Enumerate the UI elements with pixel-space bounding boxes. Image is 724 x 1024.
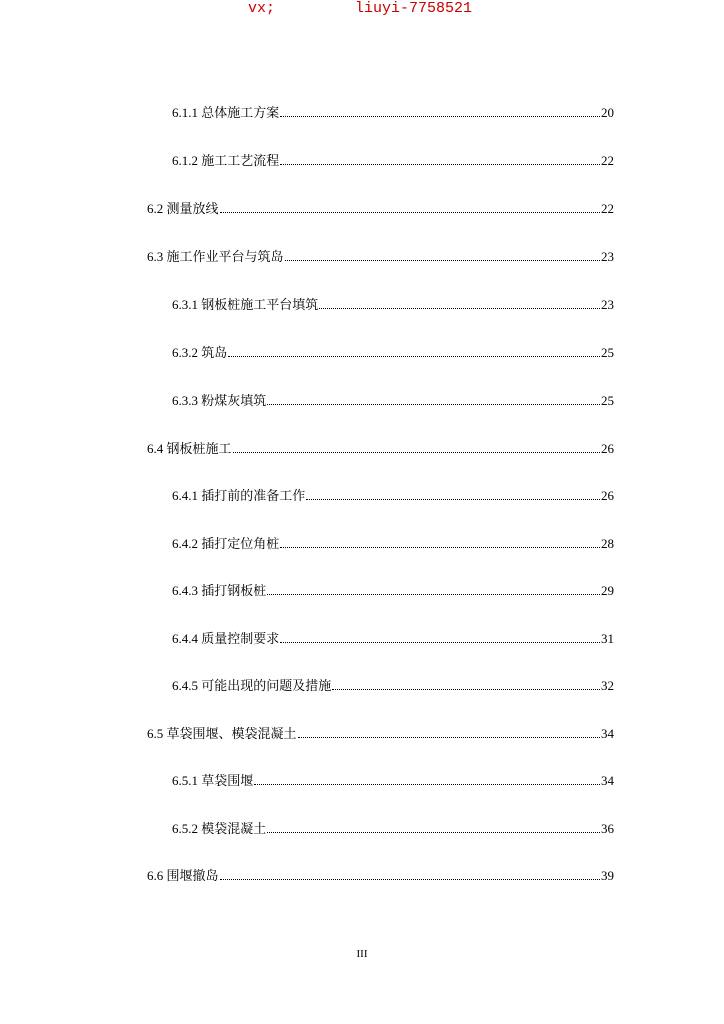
toc-entry[interactable] bbox=[172, 151, 614, 171]
toc-entry[interactable] bbox=[172, 343, 614, 363]
toc-entry[interactable] bbox=[147, 724, 614, 744]
toc-entry[interactable] bbox=[172, 391, 614, 411]
toc-entry[interactable] bbox=[172, 629, 614, 649]
toc-entry-label: 6.5.1 草袋围堰 bbox=[172, 773, 254, 788]
toc-entry-label: 6.4.2 插打定位角桩 bbox=[172, 536, 280, 551]
toc-entry-label: 6.3 施工作业平台与筑岛 bbox=[147, 249, 284, 264]
toc-entry-label: 6.2 测量放线 bbox=[147, 201, 219, 216]
toc-dot-leader bbox=[233, 451, 600, 453]
toc-dot-leader bbox=[332, 688, 600, 690]
toc-entry[interactable] bbox=[172, 486, 614, 506]
toc-entry[interactable] bbox=[172, 676, 614, 696]
toc-entry-page: 36 bbox=[601, 821, 614, 836]
toc-entry-page: 28 bbox=[601, 536, 614, 551]
toc-entry-page: 26 bbox=[601, 488, 614, 503]
toc-dot-leader bbox=[298, 736, 600, 738]
page-number: III bbox=[356, 948, 368, 960]
toc-entry-page: 25 bbox=[601, 393, 614, 408]
toc-entry[interactable] bbox=[147, 866, 614, 886]
toc-entry-label: 6.5.2 模袋混凝土 bbox=[172, 821, 267, 836]
toc-entry-page: 22 bbox=[601, 201, 614, 216]
toc-entry[interactable] bbox=[172, 534, 614, 554]
toc-entry-label: 6.1.2 施工工艺流程 bbox=[172, 153, 280, 168]
toc-entry[interactable] bbox=[172, 771, 614, 791]
toc-entry-label: 6.4.5 可能出现的问题及措施 bbox=[172, 678, 332, 693]
toc-entry-page: 22 bbox=[601, 153, 614, 168]
toc-entry-page: 23 bbox=[601, 297, 614, 312]
toc-entry-label: 6.4.3 插打钢板桩 bbox=[172, 583, 267, 598]
toc-entry[interactable] bbox=[172, 103, 614, 123]
toc-entry[interactable] bbox=[172, 819, 614, 839]
toc-entry-page: 31 bbox=[601, 631, 614, 646]
toc-entry-page: 25 bbox=[601, 345, 614, 360]
toc-dot-leader bbox=[267, 831, 600, 833]
toc-entry-label: 6.6 围堰撤岛 bbox=[147, 868, 219, 883]
toc-dot-leader bbox=[228, 355, 600, 357]
toc-dot-leader bbox=[220, 878, 600, 880]
toc-dot-leader bbox=[280, 115, 600, 117]
toc-entry-page: 20 bbox=[601, 105, 614, 120]
toc-entry-page: 34 bbox=[601, 773, 614, 788]
toc-entry-page: 26 bbox=[601, 441, 614, 456]
toc-entry-page: 32 bbox=[601, 678, 614, 693]
toc-entry-label: 6.3.1 钢板桩施工平台填筑 bbox=[172, 297, 319, 312]
toc-entry-page: 39 bbox=[601, 868, 614, 883]
toc-dot-leader bbox=[319, 307, 600, 309]
toc-entry-label: 6.4 钢板桩施工 bbox=[147, 441, 232, 456]
toc-dot-leader bbox=[267, 593, 600, 595]
toc-entry-page: 23 bbox=[601, 249, 614, 264]
toc-entry[interactable] bbox=[172, 581, 614, 601]
toc-dot-leader bbox=[280, 546, 600, 548]
toc-dot-leader bbox=[306, 498, 600, 500]
toc-entry[interactable] bbox=[172, 295, 614, 315]
toc-entry-label: 6.5 草袋围堰、模袋混凝土 bbox=[147, 726, 297, 741]
toc-dot-leader bbox=[280, 641, 600, 643]
watermark-left-text: vx; bbox=[248, 0, 276, 17]
toc-entry-page: 34 bbox=[601, 726, 614, 741]
toc-dot-leader bbox=[280, 163, 600, 165]
toc-entry-label: 6.4.4 质量控制要求 bbox=[172, 631, 280, 646]
toc-entry-label: 6.1.1 总体施工方案 bbox=[172, 105, 280, 120]
toc-entry[interactable] bbox=[147, 247, 614, 267]
toc-entry[interactable] bbox=[147, 439, 614, 459]
watermark-right-text: liuyi-7758521 bbox=[355, 0, 473, 17]
toc-dot-leader bbox=[254, 783, 600, 785]
toc-dot-leader bbox=[267, 403, 600, 405]
watermark bbox=[0, 0, 724, 24]
toc-entry[interactable] bbox=[147, 199, 614, 219]
toc-entry-label: 6.3.3 粉煤灰填筑 bbox=[172, 393, 267, 408]
toc-dot-leader bbox=[220, 211, 600, 213]
toc-entry-label: 6.4.1 插打前的准备工作 bbox=[172, 488, 306, 503]
toc-entry-page: 29 bbox=[601, 583, 614, 598]
toc-dot-leader bbox=[285, 259, 600, 261]
toc-entry-label: 6.3.2 筑岛 bbox=[172, 345, 228, 360]
